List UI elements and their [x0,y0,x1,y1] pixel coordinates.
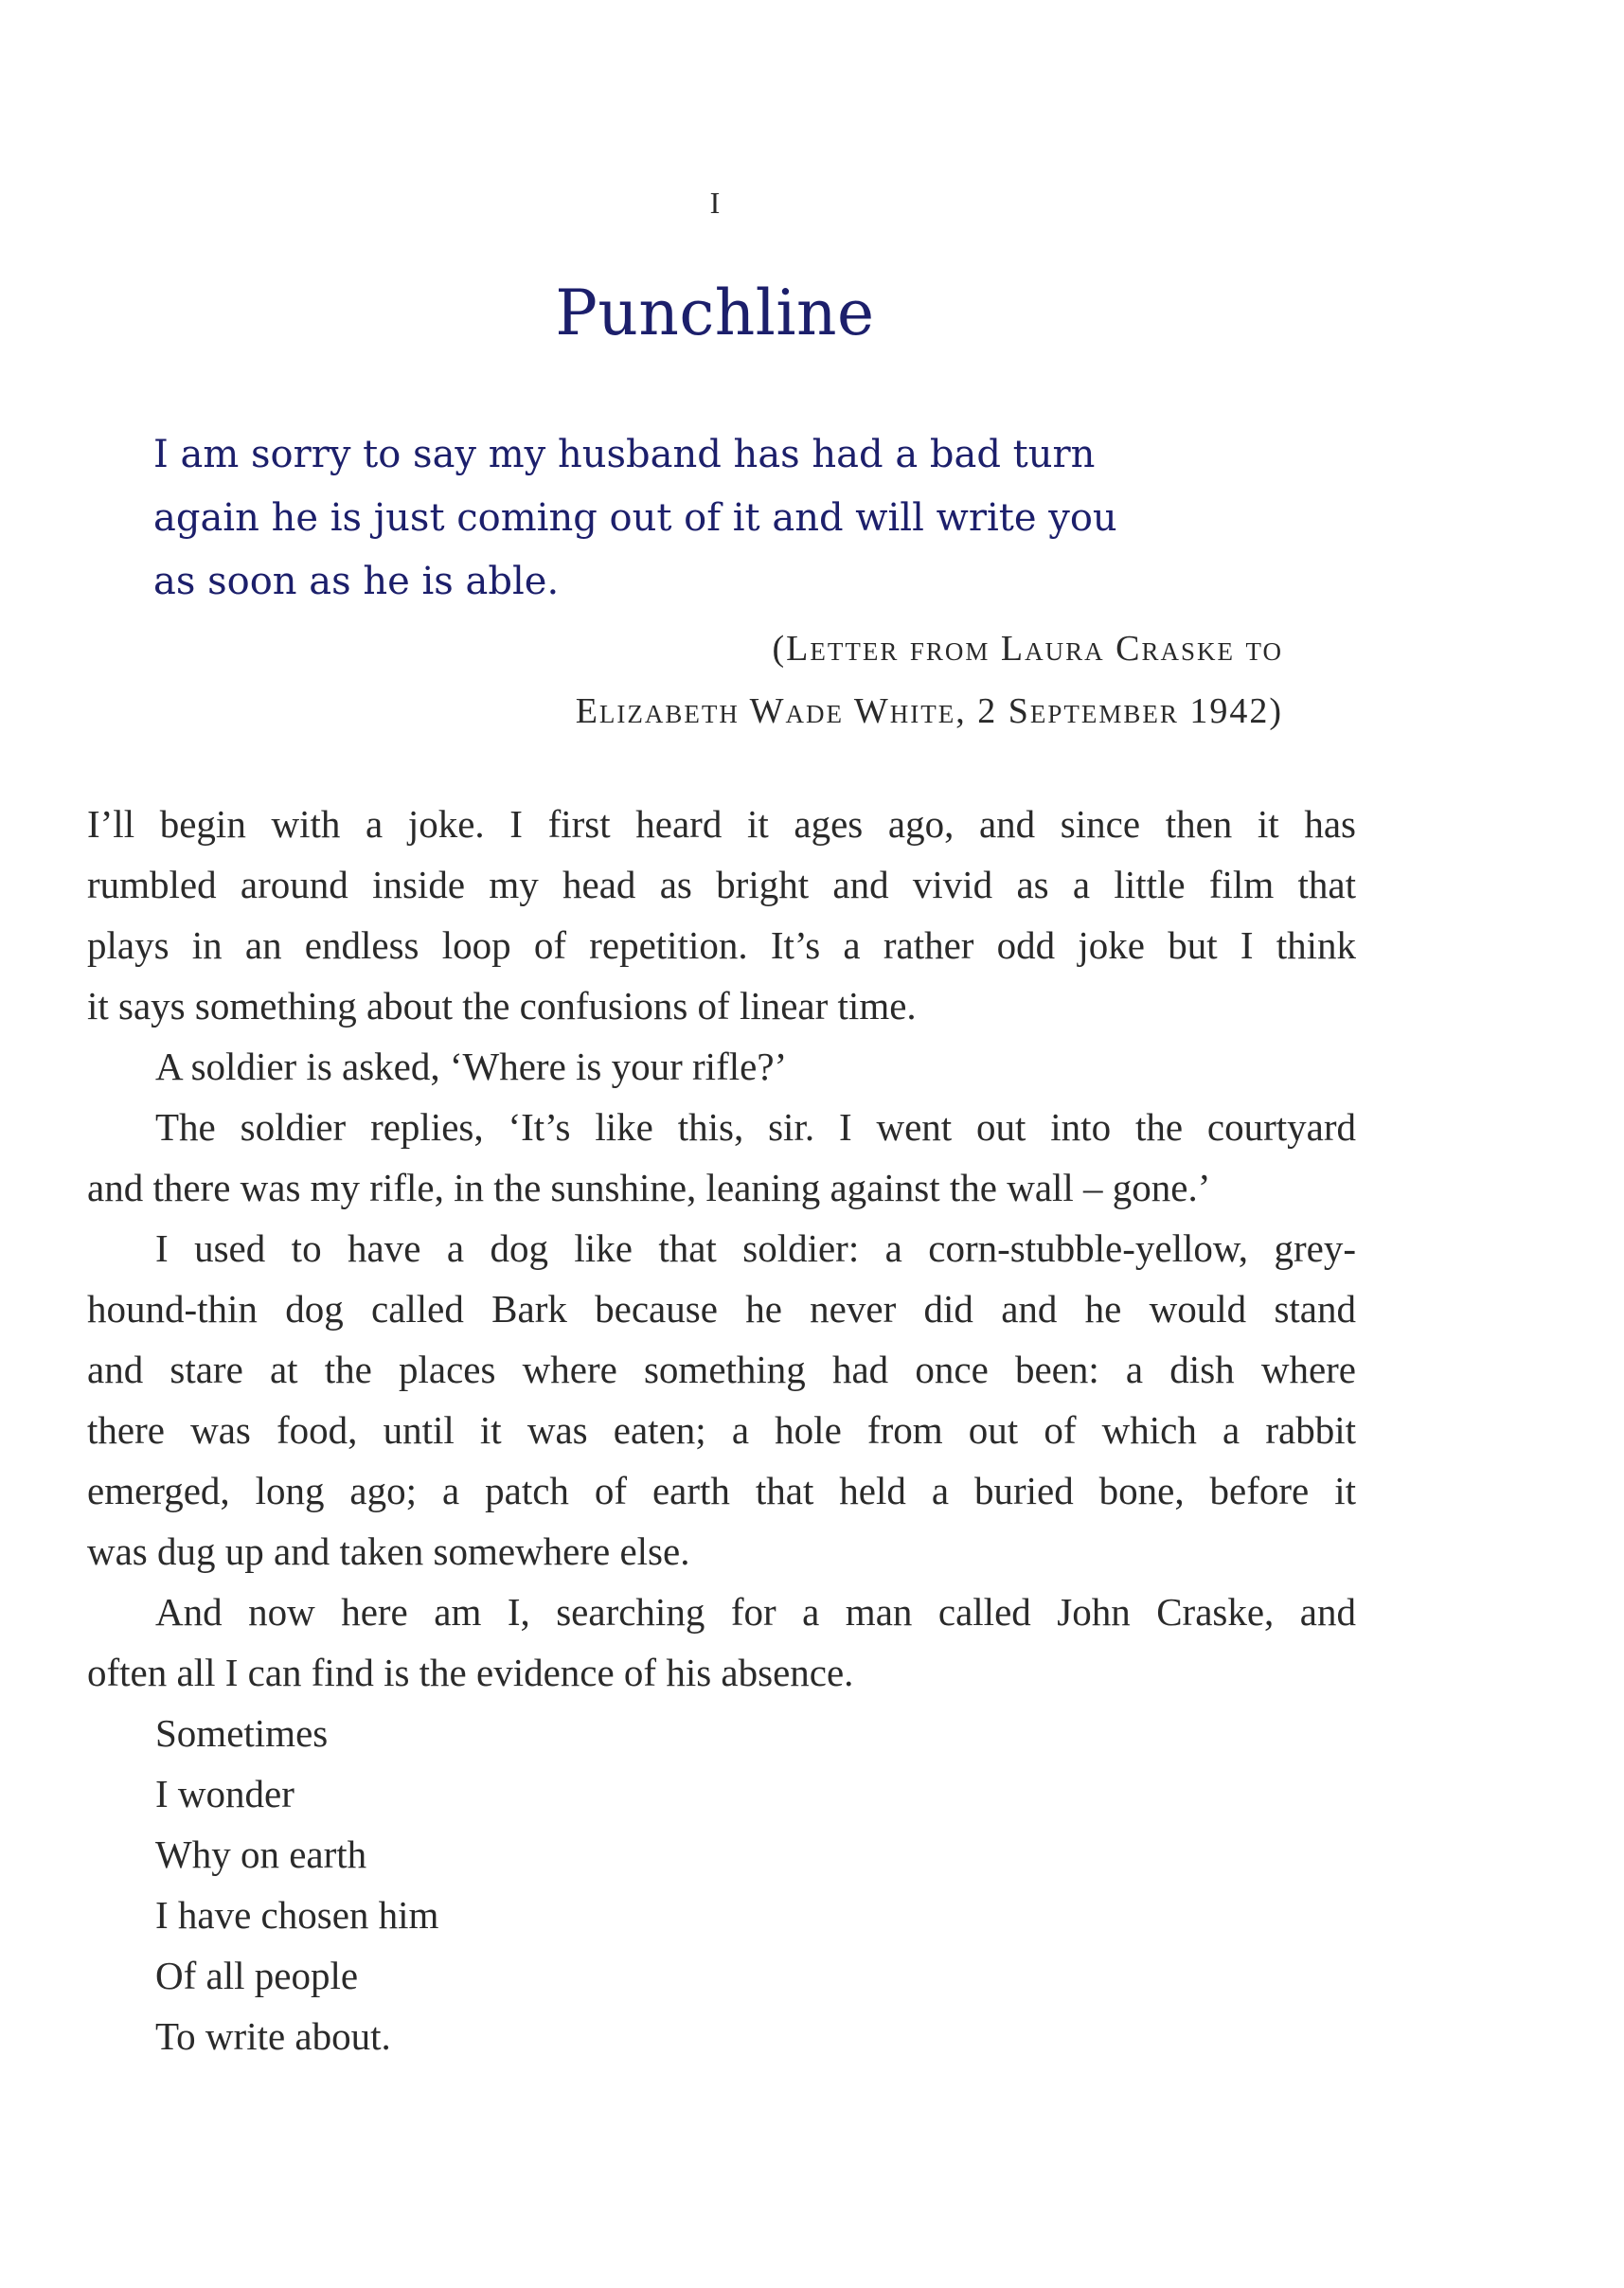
body-line: emerged, long ago; a patch of earth that held a buried bone, before it [87,1469,1356,1512]
epigraph [153,423,1290,614]
body-line: and there was my rifle, in the sunshine, leaning against the wall – gone.’ [87,1166,1211,1209]
attribution-line: (Letter from Laura Craske to [772,629,1283,669]
body-line: A soldier is asked, ‘Where is your rifle?’ [155,1045,788,1088]
body-line: rumbled around inside my head as bright and vivid as a little film that [87,863,1356,906]
epigraph-line: as soon as he is able. [153,560,560,603]
body-line: hound-thin dog called Bark because he never did and he would stand [87,1287,1356,1331]
body-line: I’ll begin with a joke. I first heard it ages ago, and since then it has [87,802,1356,846]
body-text [87,794,1356,2066]
verse-line: Sometimes [155,1711,329,1755]
body-line: I used to have a dog like that soldier: a corn-stubble-yellow, grey- [155,1226,1356,1270]
body-line: it says something about the confusions of linear time. [87,984,917,1028]
verse-line: I have chosen him [155,1893,439,1937]
body-line: there was food, until it was eaten; a hole from out of which a rabbit [87,1408,1356,1452]
body-line: was dug up and taken somewhere else. [87,1529,690,1573]
body-line: plays in an endless loop of repetition. It’s a rather odd joke but I think [87,923,1356,967]
verse-line: I wonder [155,1772,294,1815]
epigraph-attribution [336,617,1283,742]
attribution-line: Elizabeth Wade White, 2 September 1942) [575,691,1283,731]
epigraph-line: I am sorry to say my husband has had a bad turn [153,433,1096,476]
body-line: and stare at the places where something had once been: a dish where [87,1348,1356,1391]
verse-line: To write about. [155,2014,391,2058]
body-line: The soldier replies, ‘It’s like this, sir. I went out into the courtyard [155,1105,1356,1149]
body-line: And now here am I, searching for a man called John Craske, and [155,1590,1356,1634]
epigraph-line: again he is just coming out of it and will write you [153,496,1117,540]
chapter-number: I [709,186,721,220]
verse-line: Why on earth [155,1832,367,1876]
verse-line: Of all people [155,1954,359,1997]
body-line: often all I can find is the evidence of his absence. [87,1651,854,1694]
chapter-title: Punchline [555,277,875,349]
